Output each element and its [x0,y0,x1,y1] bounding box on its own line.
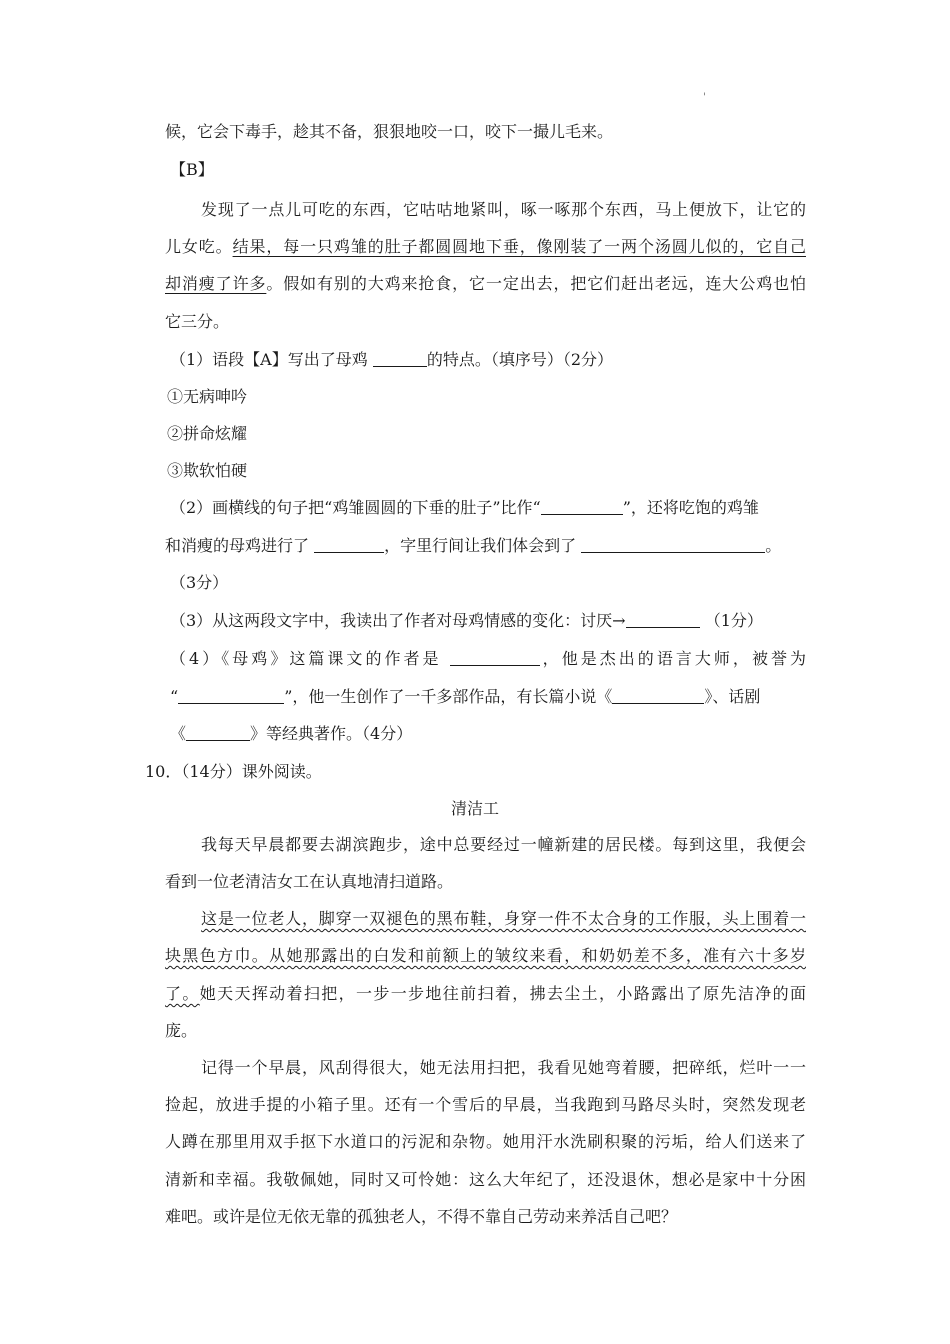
article-p2-line-2 [165,946,806,966]
question-4-text-b: ，他是杰出的语言大师，被誉为 [539,649,806,668]
passage-b-line-4: 它三分。 [165,312,230,331]
option-1: ①无病呻吟 [167,387,248,406]
article-p3-line-2: 捡起，放进手提的小箱子里。还有一个雪后的早晨，当我跑到马路尽头时，突然发现老 [165,1095,806,1114]
header-mark: ' [703,92,706,103]
article-p1-line-2: 看到一位老清洁女工在认真地清扫道路。 [165,872,454,891]
question-1-prefix: （1）语段【A】写出了母鸡 [170,350,368,369]
answer-blank-q2-comparison[interactable] [314,536,384,553]
question-2-text-b: ”，还将吃饱的鸡雏 [622,498,759,517]
underlined-simile-sentence: 结果，每一只鸡雏的肚子都圆圆地下垂，像刚装了一两个汤圆儿似的，它自己 [232,237,806,256]
label-b: 【B】 [170,160,214,179]
question-4-text-d: ”，他一生创作了一千多部作品，有长篇小说《 [284,687,613,706]
article-p2-line-4: 庞。 [165,1021,198,1040]
article-p3-line-3: 人蹲在那里用双手抠下水道口的污泥和杂物。她用汗水洗刷积聚的污垢，给人们送来了 [165,1132,806,1151]
article-p1-line-1: 我每天早晨都要去湖滨跑步，途中总要经过一幢新建的居民楼。每到这里，我便会 [201,835,806,854]
article-p3-line-1: 记得一个早晨，风刮得很大，她无法用扫把，我看见她弯着腰，把碎纸，烂叶一一 [201,1058,806,1077]
passage-b-line-2 [165,237,806,257]
answer-blank-q4-title[interactable] [178,687,284,704]
question-4-text-e: 》、话剧 [704,687,761,706]
question-4-text-f: 《 [170,724,187,743]
question-10-heading: 10．（14分）课外阅读。 [145,762,322,781]
answer-blank-q4-author[interactable] [450,649,540,666]
question-2-text-d: ，字里行间让我们体会到了 [384,536,577,555]
answer-blank-q3[interactable] [626,611,700,628]
article-p2-line-1 [201,909,806,929]
answer-blank-q4-novel[interactable] [612,687,704,704]
question-4-line-1 [170,649,806,669]
underlined-sentence-end: 却消瘦了许多 [165,274,267,293]
option-3: ③欺软怕硬 [167,461,248,480]
article-p3-line-4: 清新和幸福。我敬佩她，同时又可怜她：这么大年纪了，还没退休，想必是家中十分困 [165,1170,806,1189]
question-4-text-a: （4）《母鸡》这篇课文的作者是 [170,649,442,668]
article-p2-line-3 [165,984,806,1004]
answer-blank-q2-feeling[interactable] [581,536,765,553]
wavy-underlined-description-3: 了。 [165,984,200,1003]
article-title: 清洁工 [450,799,499,818]
answer-blank-q1[interactable] [373,350,427,367]
question-2-line-2 [165,536,781,556]
question-2-score: （3分） [170,573,229,592]
article-p3-line-5: 难吧。或许是位无依无靠的孤独老人，不得不靠自己劳动来养活自己吧？ [165,1207,678,1226]
wavy-underlined-description-1: 这是一位老人，脚穿一双褪色的黑布鞋，身穿一件不太合身的工作服，头上围着一 [201,909,806,928]
wavy-underlined-description-2: 块黑色方巾。从她那露出的白发和前额上的皱纹来看，和奶奶差不多，准有六十多岁 [165,946,806,965]
option-2: ②拼命炫耀 [167,424,248,443]
question-3-prefix: （3）从这两段文字中，我读出了作者对母鸡情感的变化：讨厌→ [170,611,626,630]
answer-blank-q4-drama[interactable] [186,724,250,741]
question-1-suffix: 的特点。（填序号）（2分） [426,350,614,369]
question-4-line-2 [170,687,760,707]
question-4-text-g: 》等经典著作。（4分） [250,724,413,743]
passage-b-line-3-plain: 。假如有别的大鸡来抢食，它一定出去，把它们赶出老远，连大公鸡也怕 [266,274,806,293]
question-4-line-3 [170,724,412,744]
question-2-text-c: 和消瘦的母鸡进行了 [165,536,310,555]
answer-blank-q2-metaphor[interactable] [541,498,623,515]
question-3-suffix: （1分） [704,611,763,630]
passage-b-line-1: 发现了一点儿可吃的东西，它咕咕地紧叫，啄一啄那个东西，马上便放下，让它的 [201,200,806,219]
passage-b-tail: 候，它会下毒手，趁其不备，狠狠地咬一口，咬下一撮儿毛来。 [165,122,614,141]
question-3 [170,611,763,631]
question-2-line-1 [170,498,759,518]
article-p2-line-3-plain: 她天天挥动着扫把，一步一步地往前扫着，拂去尘土，小路露出了原先洁净的面 [199,984,806,1003]
question-2-text-a: （2）画横线的句子把“鸡雏圆圆的下垂的肚子”比作“ [170,498,541,517]
passage-b-line-3 [165,274,806,294]
passage-b-line-2-plain: 儿女吃。 [165,237,233,256]
question-4-text-c: “ [170,687,179,706]
question-1 [170,350,613,370]
question-2-text-e: 。 [765,536,782,555]
